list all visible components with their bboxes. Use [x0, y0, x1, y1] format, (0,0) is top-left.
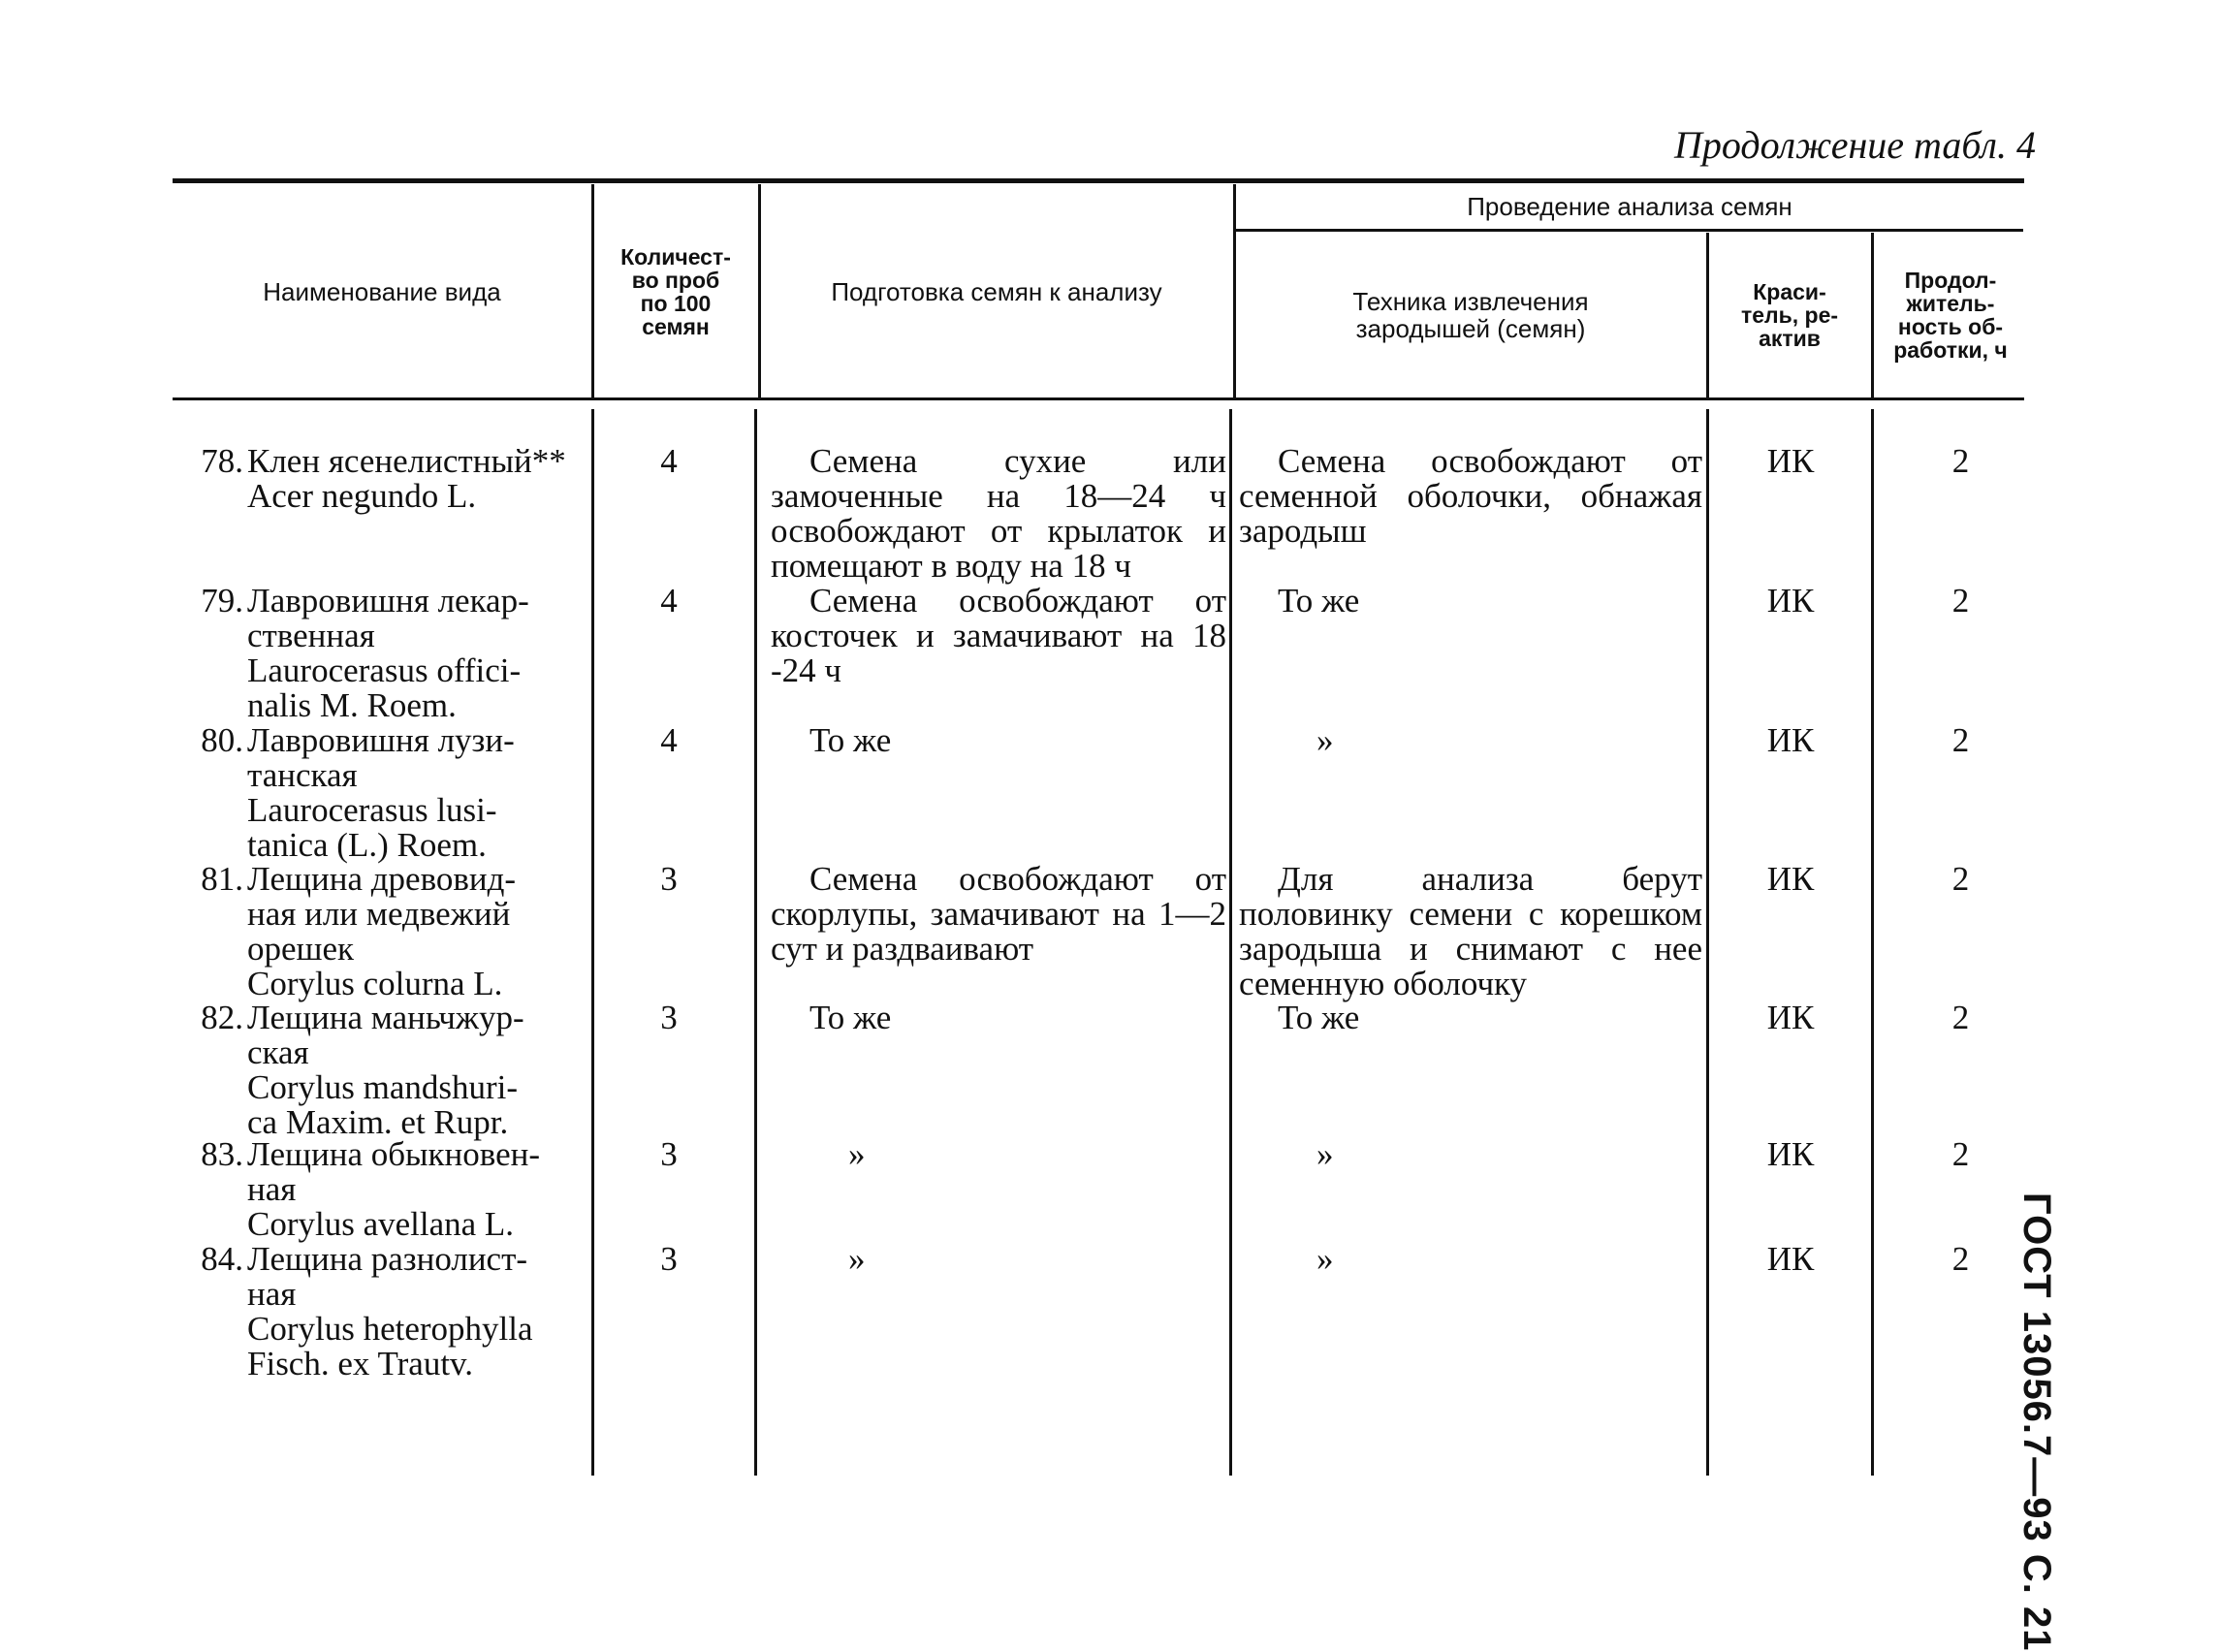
species-name-continuation: ная или медвежий — [247, 895, 511, 933]
duration-cell: 2 — [1951, 1240, 1970, 1278]
species-name-text: Лещина маньчжур- — [247, 999, 524, 1036]
sample-count-cell: 4 — [660, 721, 678, 759]
species-name-text: Лещина обыкновен- — [247, 1135, 541, 1173]
duration-cell: 2 — [1951, 999, 1970, 1036]
species-name-continuation: танская — [247, 756, 358, 794]
species-name-continuation: Laurocerasus offici- — [247, 651, 522, 689]
technique-cell: » — [1316, 1240, 1334, 1278]
continuation-label: Продолжение табл. 4 — [1673, 123, 2036, 167]
header-divider-3 — [1233, 184, 1236, 397]
species-name-continuation: Corylus heterophylla — [247, 1310, 533, 1348]
species-name-continuation: Corylus mandshuri- — [247, 1068, 519, 1106]
header-seed-preparation: Подготовка семян к анализу — [831, 277, 1162, 306]
species-name-continuation: nalis M. Roem. — [247, 686, 457, 724]
technique-cell: » — [1316, 721, 1334, 759]
dye-cell: ИК — [1766, 860, 1815, 898]
header-divider-2 — [758, 184, 761, 397]
species-name-text: Лещина разнолист- — [247, 1240, 528, 1278]
sample-count-cell: 3 — [660, 1135, 678, 1173]
header-analysis-group: Проведение анализа семян — [1467, 192, 1792, 221]
species-name-cell — [173, 444, 585, 514]
document-side-label: ГОСТ 13056.7—93 С. 21 — [2015, 1192, 2058, 1652]
duration-cell: 2 — [1951, 442, 1970, 480]
table-top-rule — [173, 178, 2024, 183]
row-number: 83. — [201, 1135, 243, 1173]
body-divider-3 — [1229, 409, 1232, 1476]
row-number: 84. — [201, 1240, 243, 1278]
duration-cell: 2 — [1951, 1135, 1970, 1173]
species-name-continuation: ская — [247, 1033, 309, 1071]
species-name-cell — [173, 1242, 585, 1382]
dye-cell: ИК — [1766, 721, 1815, 759]
species-name-line — [173, 1001, 585, 1035]
dye-cell: ИК — [1766, 1135, 1815, 1173]
preparation-cell: То же — [809, 721, 892, 759]
sample-count-cell: 3 — [660, 860, 678, 898]
species-name-continuation: орешек — [247, 930, 355, 968]
preparation-cell: Семена сухие или замоченные на 18—24 ч освобождают от крылаток и помещают в воду на 18 ч — [771, 442, 1226, 585]
body-divider-2 — [754, 409, 757, 1476]
species-name-continuation: ca Maxim. et Rupr. — [247, 1103, 509, 1141]
header-treatment-duration: Продол- житель- ность об- работки, ч — [1893, 267, 2008, 363]
species-name-continuation: Fisch. ex Trautv. — [247, 1345, 474, 1382]
species-name-text: Лавровишня лузи- — [247, 721, 515, 759]
species-name-continuation: Laurocerasus lusi- — [247, 791, 497, 829]
duration-cell: 2 — [1951, 860, 1970, 898]
species-name-line — [173, 862, 585, 897]
species-name-line — [173, 1137, 585, 1172]
species-name-cell — [173, 723, 585, 863]
species-name-continuation: ная — [247, 1275, 297, 1313]
preparation-cell: Семена освобождают от скорлупы, замачивают на 1—2 сут и раздваивают — [771, 860, 1226, 968]
dye-cell: ИК — [1766, 1240, 1815, 1278]
species-name-cell — [173, 1001, 585, 1140]
technique-cell: » — [1316, 1135, 1334, 1173]
dye-cell: ИК — [1766, 442, 1815, 480]
species-name-continuation: Acer negundo L. — [247, 477, 477, 515]
row-number: 81. — [201, 860, 243, 898]
duration-cell: 2 — [1951, 721, 1970, 759]
preparation-cell: » — [848, 1240, 866, 1278]
species-name-cell — [173, 584, 585, 723]
species-name-text: Лещина древовид- — [247, 860, 517, 898]
header-bottom-rule — [173, 397, 2024, 400]
species-name-cell — [173, 862, 585, 1001]
species-name-continuation: Corylus avellana L. — [247, 1205, 515, 1243]
preparation-cell: » — [848, 1135, 866, 1173]
species-name-text: Лавровишня лекар- — [247, 582, 529, 620]
species-name-continuation: Corylus colurna L. — [247, 965, 503, 1002]
technique-cell: То же — [1278, 582, 1360, 620]
group-header-rule — [1236, 229, 2023, 232]
body-divider-5 — [1871, 409, 1874, 1476]
header-dye-reagent: Краси- тель, ре- актив — [1740, 278, 1839, 351]
duration-cell: 2 — [1951, 582, 1970, 620]
preparation-cell: То же — [809, 999, 892, 1036]
sample-count-cell: 3 — [660, 999, 678, 1036]
dye-cell: ИК — [1766, 582, 1815, 620]
sample-count-cell: 3 — [660, 1240, 678, 1278]
header-sample-count: Количест- во проб по 100 семян — [620, 244, 731, 339]
row-number: 82. — [201, 999, 243, 1036]
body-divider-4 — [1706, 409, 1709, 1476]
header-extraction-technique: Техника извлечения зародышей (семян) — [1352, 286, 1589, 343]
header-divider-4 — [1706, 233, 1709, 397]
technique-cell: Для анализа берут половинку семени с корешком зародыша и снимают с нее семенную оболочку — [1239, 860, 1702, 1002]
sample-count-cell: 4 — [660, 582, 678, 620]
species-name-continuation: ственная — [247, 617, 375, 654]
technique-cell: Семена освобождают от семенной оболочки, обнажая зародыш — [1239, 442, 1702, 550]
sample-count-cell: 4 — [660, 442, 678, 480]
species-name-continuation: ная — [247, 1170, 297, 1208]
preparation-cell: Семена освобождают от косточек и замачивают на 18 -24 ч — [771, 582, 1226, 689]
header-divider-5 — [1871, 233, 1874, 397]
technique-cell: То же — [1278, 999, 1360, 1036]
row-number: 79. — [201, 582, 243, 620]
species-name-cell — [173, 1137, 585, 1242]
species-name-line — [173, 444, 585, 479]
species-name-continuation: tanica (L.) Roem. — [247, 826, 487, 864]
header-species-name: Наименование вида — [263, 277, 501, 306]
dye-cell: ИК — [1766, 999, 1815, 1036]
species-name-line — [173, 723, 585, 758]
species-name-line — [173, 1242, 585, 1277]
header-divider-1 — [591, 184, 594, 397]
species-name-line — [173, 584, 585, 619]
species-name-text: Клен ясенелистный** — [247, 442, 566, 480]
row-number: 78. — [201, 442, 243, 480]
row-number: 80. — [201, 721, 243, 759]
body-divider-1 — [591, 409, 594, 1476]
